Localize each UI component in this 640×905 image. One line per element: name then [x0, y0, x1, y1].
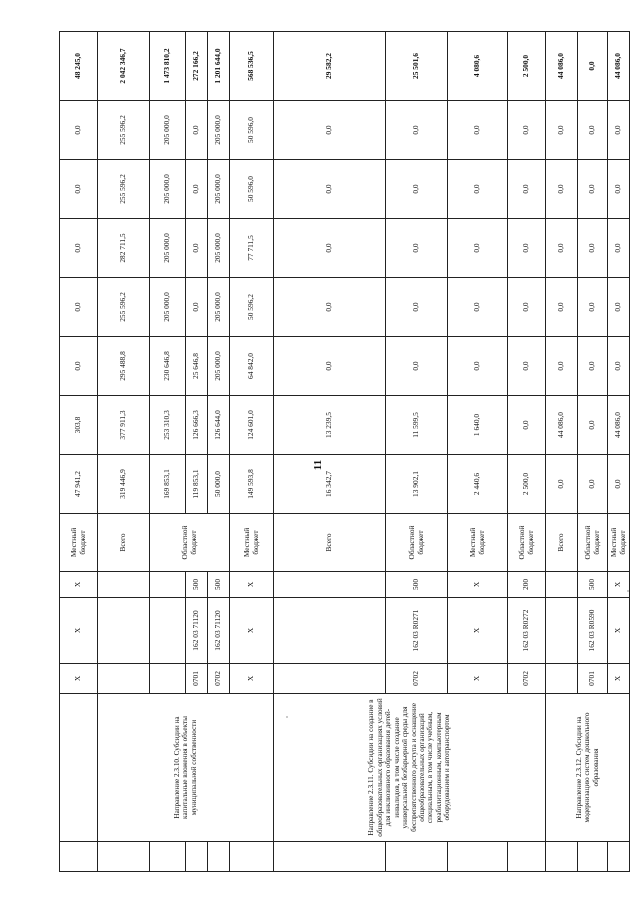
- year-value-cell: 0,0: [386, 101, 448, 160]
- total-value-cell: 568 536,5: [230, 32, 274, 101]
- year-value-cell: 0,0: [608, 337, 630, 396]
- total-value-cell: 44 086,0: [608, 32, 630, 101]
- section-code-cell: [150, 664, 186, 694]
- year-value-cell: 16 342,7: [274, 455, 386, 514]
- section-code-cell: X: [608, 664, 630, 694]
- funding-source-cell: Местный бюджет: [60, 514, 98, 572]
- table-row: [546, 32, 578, 872]
- year-value-cell: 0,0: [274, 219, 386, 278]
- year-value-cell: 50 000,0: [208, 455, 230, 514]
- year-value-cell: 0,0: [186, 101, 208, 160]
- year-value-cell: 47 941,2: [60, 455, 98, 514]
- year-value-cell: 0,0: [578, 219, 608, 278]
- year-value-cell: 0,0: [608, 278, 630, 337]
- scan-speck: [286, 716, 288, 718]
- year-value-cell: 377 911,3: [98, 396, 150, 455]
- expense-type-cell: 500: [578, 572, 608, 598]
- year-value-cell: 50 596,0: [230, 101, 274, 160]
- year-value-cell: 205 000,0: [208, 160, 230, 219]
- year-value-cell: 0,0: [578, 101, 608, 160]
- expense-type-cell: X: [60, 572, 98, 598]
- year-value-cell: 0,0: [386, 219, 448, 278]
- scan-speck: [627, 590, 629, 592]
- year-value-cell: 205 000,0: [208, 337, 230, 396]
- expense-type-cell: 500: [386, 572, 448, 598]
- blank-cell: [60, 842, 98, 872]
- funding-source-cell: Местный бюджет: [608, 514, 630, 572]
- year-value-cell: 0,0: [578, 337, 608, 396]
- year-value-cell: 230 646,8: [150, 337, 186, 396]
- blank-cell: [98, 842, 150, 872]
- table-body: [60, 32, 630, 872]
- expense-type-cell: [98, 572, 150, 598]
- year-value-cell: 0,0: [186, 278, 208, 337]
- rotated-table-wrapper: [59, 32, 629, 872]
- target-article-cell: 162 03 R0590: [578, 598, 608, 664]
- funding-source-cell: Областной бюджет: [508, 514, 546, 572]
- expense-type-cell: [546, 572, 578, 598]
- blank-cell: [230, 842, 274, 872]
- year-value-cell: 295 488,8: [98, 337, 150, 396]
- year-value-cell: 255 596,2: [98, 278, 150, 337]
- year-value-cell: 13 239,5: [274, 396, 386, 455]
- table-row: [60, 32, 98, 872]
- year-value-cell: 0,0: [186, 160, 208, 219]
- year-value-cell: 0,0: [448, 101, 508, 160]
- total-value-cell: 1 201 644,0: [208, 32, 230, 101]
- year-value-cell: 205 000,0: [150, 101, 186, 160]
- blank-cell: [186, 842, 208, 872]
- year-value-cell: 0,0: [608, 160, 630, 219]
- year-value-cell: 0,0: [60, 219, 98, 278]
- section-code-cell: X: [448, 664, 508, 694]
- blank-cell: [578, 842, 608, 872]
- year-value-cell: 0,0: [274, 101, 386, 160]
- year-value-cell: 50 596,2: [230, 278, 274, 337]
- year-value-cell: 0,0: [546, 455, 578, 514]
- budget-table: [59, 31, 630, 872]
- year-value-cell: 2 440,6: [448, 455, 508, 514]
- expense-type-cell: [274, 572, 386, 598]
- year-value-cell: 13 902,1: [386, 455, 448, 514]
- year-value-cell: 205 000,0: [150, 278, 186, 337]
- target-article-cell: 162 03 R0271: [386, 598, 448, 664]
- program-direction-cell: Направление 2.3.10. Субсидии на капитальные вложения в объекты муниципальной собственности: [98, 694, 274, 842]
- year-value-cell: 0,0: [448, 160, 508, 219]
- blank-cell: [386, 842, 448, 872]
- year-value-cell: 0,0: [508, 219, 546, 278]
- year-value-cell: 2 500,0: [508, 455, 546, 514]
- expense-type-cell: X: [230, 572, 274, 598]
- funding-source-cell: Всего: [546, 514, 578, 572]
- section-code-cell: X: [230, 664, 274, 694]
- year-value-cell: 255 596,2: [98, 101, 150, 160]
- year-value-cell: 0,0: [60, 278, 98, 337]
- page-number: 11: [312, 459, 324, 471]
- year-value-cell: 44 086,0: [546, 396, 578, 455]
- funding-source-cell: Областной бюджет: [386, 514, 448, 572]
- total-value-cell: 2 042 346,7: [98, 32, 150, 101]
- year-value-cell: 25 646,8: [186, 337, 208, 396]
- year-value-cell: 0,0: [60, 160, 98, 219]
- year-value-cell: 77 711,5: [230, 219, 274, 278]
- funding-source-cell: Всего: [274, 514, 386, 572]
- year-value-cell: 205 000,0: [208, 101, 230, 160]
- year-value-cell: 124 601,0: [230, 396, 274, 455]
- table-row: [98, 32, 150, 872]
- year-value-cell: 126 666,3: [186, 396, 208, 455]
- target-article-cell: X: [608, 598, 630, 664]
- target-article-cell: X: [448, 598, 508, 664]
- expense-type-cell: 200: [508, 572, 546, 598]
- year-value-cell: 0,0: [508, 160, 546, 219]
- year-value-cell: 1 640,0: [448, 396, 508, 455]
- year-value-cell: 0,0: [578, 278, 608, 337]
- year-value-cell: 205 000,0: [150, 219, 186, 278]
- year-value-cell: 253 310,3: [150, 396, 186, 455]
- year-value-cell: 205 000,0: [150, 160, 186, 219]
- program-direction-cell: Направление 2.3.12. Субсидии на модернизацию систем дошкольного образования: [546, 694, 630, 842]
- total-value-cell: 25 501,6: [386, 32, 448, 101]
- target-article-cell: [150, 598, 186, 664]
- year-value-cell: 149 593,8: [230, 455, 274, 514]
- year-value-cell: 205 000,0: [208, 278, 230, 337]
- table-row: [274, 32, 386, 872]
- target-article-cell: [274, 598, 386, 664]
- year-value-cell: 0,0: [546, 337, 578, 396]
- total-value-cell: 272 166,2: [186, 32, 208, 101]
- expense-type-cell: X: [448, 572, 508, 598]
- expense-type-cell: [150, 572, 186, 598]
- blank-cell: [448, 842, 508, 872]
- year-value-cell: 0,0: [448, 337, 508, 396]
- section-code-cell: X: [60, 664, 98, 694]
- year-value-cell: 0,0: [578, 396, 608, 455]
- target-article-cell: [546, 598, 578, 664]
- funding-source-cell: Всего: [98, 514, 150, 572]
- year-value-cell: 119 853,1: [186, 455, 208, 514]
- total-value-cell: 29 582,2: [274, 32, 386, 101]
- year-value-cell: 303,8: [60, 396, 98, 455]
- funding-source-cell: Областной бюджет: [578, 514, 608, 572]
- year-value-cell: 205 000,0: [208, 219, 230, 278]
- target-article-cell: 162 03 71120: [208, 598, 230, 664]
- year-value-cell: 0,0: [578, 455, 608, 514]
- year-value-cell: 0,0: [546, 160, 578, 219]
- section-code-cell: 0702: [208, 664, 230, 694]
- total-value-cell: 48 245,0: [60, 32, 98, 101]
- year-value-cell: 0,0: [60, 101, 98, 160]
- year-value-cell: 0,0: [274, 337, 386, 396]
- section-code-cell: 0701: [186, 664, 208, 694]
- blank-cell: [608, 842, 630, 872]
- year-value-cell: 0,0: [508, 101, 546, 160]
- year-value-cell: 0,0: [508, 396, 546, 455]
- year-value-cell: 0,0: [274, 278, 386, 337]
- total-value-cell: 44 086,0: [546, 32, 578, 101]
- year-value-cell: 0,0: [608, 219, 630, 278]
- year-value-cell: 0,0: [608, 101, 630, 160]
- blank-cell: [546, 842, 578, 872]
- year-value-cell: 126 644,0: [208, 396, 230, 455]
- year-value-cell: 0,0: [546, 278, 578, 337]
- year-value-cell: 0,0: [508, 337, 546, 396]
- target-article-cell: 162 03 71120: [186, 598, 208, 664]
- year-value-cell: 0,0: [448, 278, 508, 337]
- section-code-cell: 0701: [578, 664, 608, 694]
- year-value-cell: 169 853,1: [150, 455, 186, 514]
- target-article-cell: [98, 598, 150, 664]
- year-value-cell: 0,0: [546, 101, 578, 160]
- section-code-cell: [274, 664, 386, 694]
- expense-type-cell: 500: [208, 572, 230, 598]
- year-value-cell: 0,0: [386, 337, 448, 396]
- funding-source-cell: Местный бюджет: [448, 514, 508, 572]
- target-article-cell: 162 03 R0272: [508, 598, 546, 664]
- year-value-cell: 44 086,0: [608, 396, 630, 455]
- blank-cell: [150, 842, 186, 872]
- expense-type-cell: X: [608, 572, 630, 598]
- target-article-cell: X: [230, 598, 274, 664]
- year-value-cell: 0,0: [274, 160, 386, 219]
- year-value-cell: 50 596,0: [230, 160, 274, 219]
- year-value-cell: 0,0: [508, 278, 546, 337]
- target-article-cell: X: [60, 598, 98, 664]
- year-value-cell: 319 446,9: [98, 455, 150, 514]
- year-value-cell: 0,0: [546, 219, 578, 278]
- total-value-cell: 1 473 810,2: [150, 32, 186, 101]
- program-direction-cell: [60, 694, 98, 842]
- section-code-cell: 0702: [508, 664, 546, 694]
- year-value-cell: 282 711,5: [98, 219, 150, 278]
- total-value-cell: 4 080,6: [448, 32, 508, 101]
- year-value-cell: 64 842,0: [230, 337, 274, 396]
- year-value-cell: 0,0: [608, 455, 630, 514]
- year-value-cell: 11 599,5: [386, 396, 448, 455]
- funding-source-cell: Местный бюджет: [230, 514, 274, 572]
- year-value-cell: 0,0: [60, 337, 98, 396]
- blank-cell: [508, 842, 546, 872]
- blank-cell: [274, 842, 386, 872]
- program-direction-cell: Направление 2.3.11. Субсидии на создание в общеобразовательных организациях условий для инклюзивного образования детей-инвалидов, в том числе создание универсальной безбарьерной среды для беспрепятственного доступа и оснащение общеобразовательных организаций специальным, в том числе учебным, реабилитационным, компьютерным оборудованием и автотранспортом: [274, 694, 546, 842]
- year-value-cell: 0,0: [386, 160, 448, 219]
- year-value-cell: 0,0: [578, 160, 608, 219]
- total-value-cell: 0,0: [578, 32, 608, 101]
- funding-source-cell: Областной бюджет: [150, 514, 230, 572]
- total-value-cell: 2 500,0: [508, 32, 546, 101]
- year-value-cell: 0,0: [386, 278, 448, 337]
- section-code-cell: [98, 664, 150, 694]
- expense-type-cell: 500: [186, 572, 208, 598]
- section-code-cell: 0702: [386, 664, 448, 694]
- year-value-cell: 0,0: [186, 219, 208, 278]
- year-value-cell: 255 596,2: [98, 160, 150, 219]
- section-code-cell: [546, 664, 578, 694]
- blank-cell: [208, 842, 230, 872]
- year-value-cell: 0,0: [448, 219, 508, 278]
